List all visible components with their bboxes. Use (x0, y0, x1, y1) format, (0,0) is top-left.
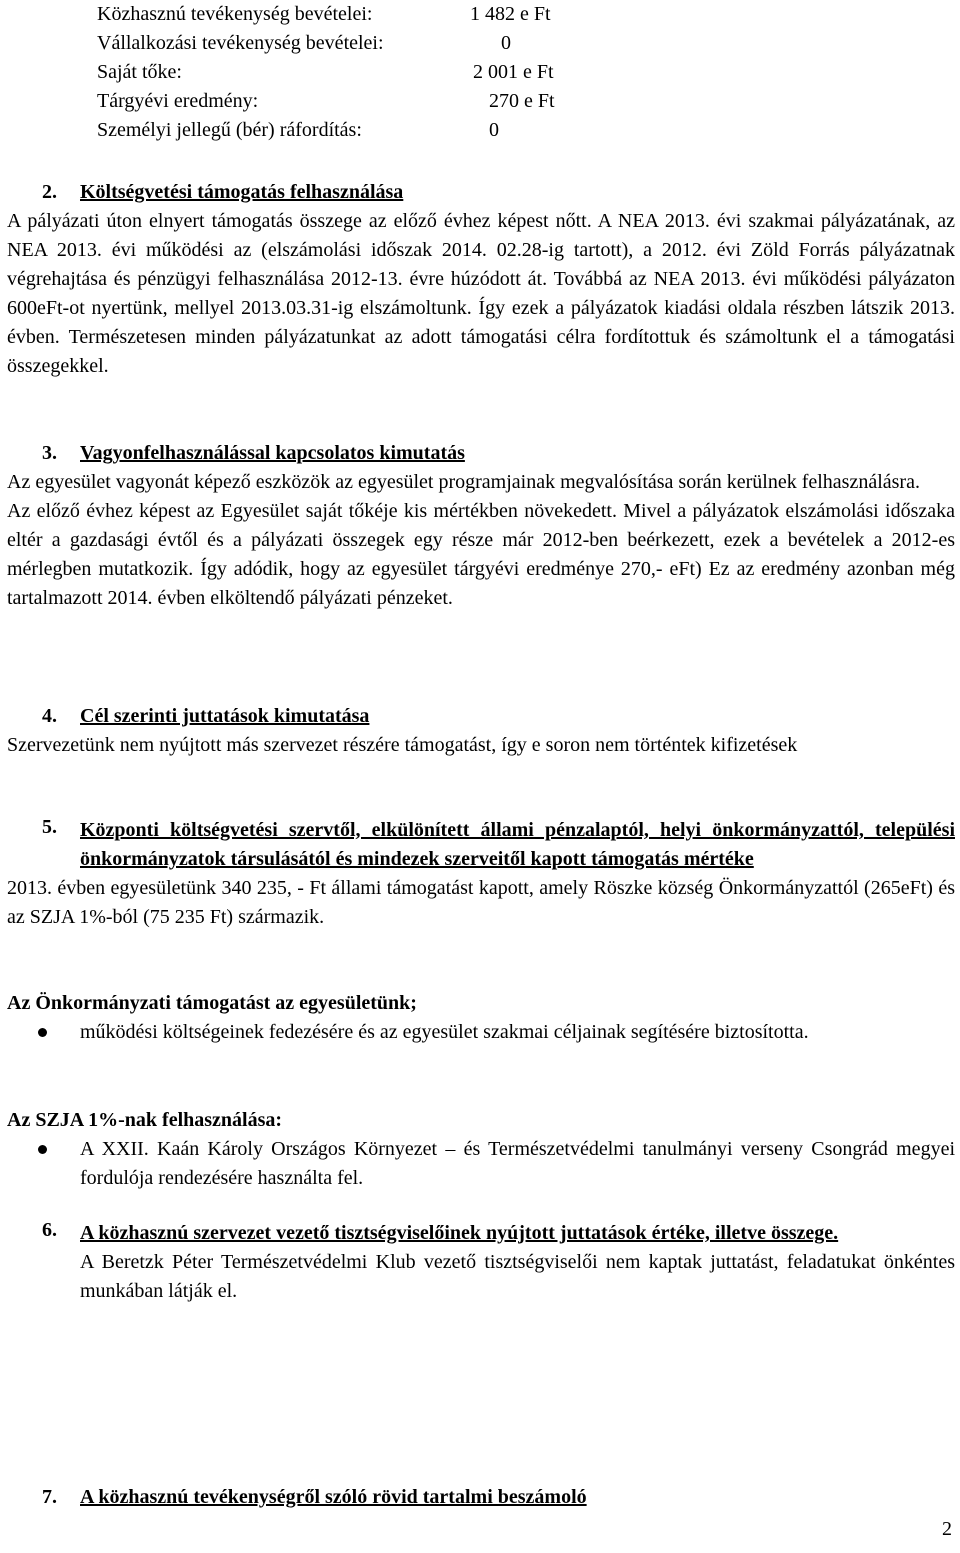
subsection-heading: Az Önkormányzati támogatást az egyesületünk; (7, 992, 417, 1014)
section-3 (7, 439, 955, 613)
stat-label: Saját tőke: (97, 61, 182, 83)
stat-row (97, 29, 617, 58)
stat-row (97, 58, 617, 87)
stat-value: 0 (501, 32, 511, 54)
financial-summary (97, 0, 617, 145)
section-5 (7, 816, 955, 932)
section-body: 2013. évben egyesületünk 340 235, - Ft állami támogatást kapott, amely Röszke község Önkormányzattól (265eFt) és az SZJA 1%-ból (75 235 Ft) származik. (7, 877, 955, 928)
stat-row (97, 87, 617, 116)
stat-row (97, 116, 617, 145)
list-item: A XXII. Kaán Károly Országos Környezet – és Természetvédelmi tanulmányi verseny Csongrád megyei fordulója rendezésére használta fel. (7, 1135, 955, 1193)
section-2 (7, 178, 955, 381)
section-title: Cél szerinti juttatások kimutatása (80, 705, 370, 727)
section-title: Vagyonfelhasználással kapcsolatos kimutatás (80, 442, 465, 464)
list-item: működési költségeinek fedezésére és az egyesület szakmai céljainak segítésére biztosította. (7, 1018, 955, 1047)
section-body: Szervezetünk nem nyújtott más szervezet részére támogatást, így e soron nem történtek kifizetések (7, 734, 798, 756)
section-heading (7, 816, 955, 874)
section-title: A közhasznú tevékenységről szóló rövid tartalmi beszámoló (80, 1486, 587, 1508)
stat-value: 2 001 e Ft (473, 61, 554, 83)
stat-label: Közhasznú tevékenység bevételei: (97, 3, 373, 25)
stat-row (97, 0, 617, 29)
subsection-heading: Az SZJA 1%-nak felhasználása: (7, 1109, 283, 1131)
section-7 (7, 1483, 955, 1512)
stat-label: Tárgyévi eredmény: (97, 90, 259, 112)
section-title: A közhasznú szervezet vezető tisztségviselőinek nyújtott juttatások értéke, illetve összege. (80, 1222, 839, 1244)
section-body: A pályázati úton elnyert támogatás összege az előző évhez képest nőtt. A NEA 2013. évi szakmai pályázatának, az NEA 2013. évi működési az (elszámolási időszak 2014. 02.28-ig tartott), a 2012. évi Zöld Forrás pályázatnak végrehajtása és pénzügyi felhasználása 2012-13. évre húzódott át. Továbbá az NEA 2013. évi működési pályázaton 600eFt-ot nyertünk, mellyel 2013.03.31-ig elszámoltunk. Így ezek a pályázatok kiadási oldala részben látszik 2013. évben. Természetesen minden pályázatunkat az adott támogatási célra fordítottuk és számoltunk el a támogatási összegekkel. (7, 210, 955, 377)
stat-label: Személyi jellegű (bér) ráfordítás: (97, 119, 362, 141)
section-body: Az előző évhez képest az Egyesület saját tőkéje kis mértékben növekedett. Mivel a pályázatok elszámolási időszaka eltér a gazdasági évtől és a pályázati összegek egy része már 2012-ben beérkezett, ezek a bevételek a 2012-es mérlegben mutatkozik. Így adódik, hogy az egyesület tárgyévi eredménye 270,- eFt) Ez az eredmény azonban még tartalmazott 2014. évben elköltendő pályázati pénzeket. (7, 500, 955, 609)
section-heading (7, 702, 955, 731)
section-heading (7, 439, 955, 468)
bullet-list (7, 1135, 955, 1193)
section-number: 7. (42, 1486, 57, 1508)
section-number: 3. (42, 442, 57, 464)
section-number: 5. (42, 816, 57, 838)
section-number: 4. (42, 705, 57, 727)
section-body: Az egyesület vagyonát képező eszközök az egyesület programjainak megvalósítása során kerülnek felhasználásra. (7, 471, 920, 493)
stat-value: 0 (489, 119, 499, 141)
page-number: 2 (942, 1518, 952, 1540)
section-heading (7, 1219, 955, 1248)
section-number: 2. (42, 181, 57, 203)
section-number: 6. (42, 1219, 57, 1241)
section-6 (7, 1219, 955, 1306)
stat-value: 1 482 e Ft (470, 3, 551, 25)
section-heading (7, 178, 955, 207)
szja-usage (7, 1106, 955, 1193)
municipal-support (7, 989, 955, 1047)
section-title: Költségvetési támogatás felhasználása (80, 181, 404, 203)
section-body: A Beretzk Péter Természetvédelmi Klub vezető tisztségviselői nem kaptak juttatást, feladatukat önkéntes munkában látják el. (80, 1251, 955, 1302)
bullet-list (7, 1018, 955, 1047)
stat-value: 270 e Ft (489, 90, 555, 112)
section-heading (7, 1483, 955, 1512)
section-title: Központi költségvetési szervtől, elkülönített állami pénzalaptól, helyi önkormányzattól, települési önkormányzatok társulásától és mindezek szerveitől kapott támogatás mértéke (80, 819, 955, 870)
section-4 (7, 702, 955, 760)
stat-label: Vállalkozási tevékenység bevételei: (97, 32, 384, 54)
